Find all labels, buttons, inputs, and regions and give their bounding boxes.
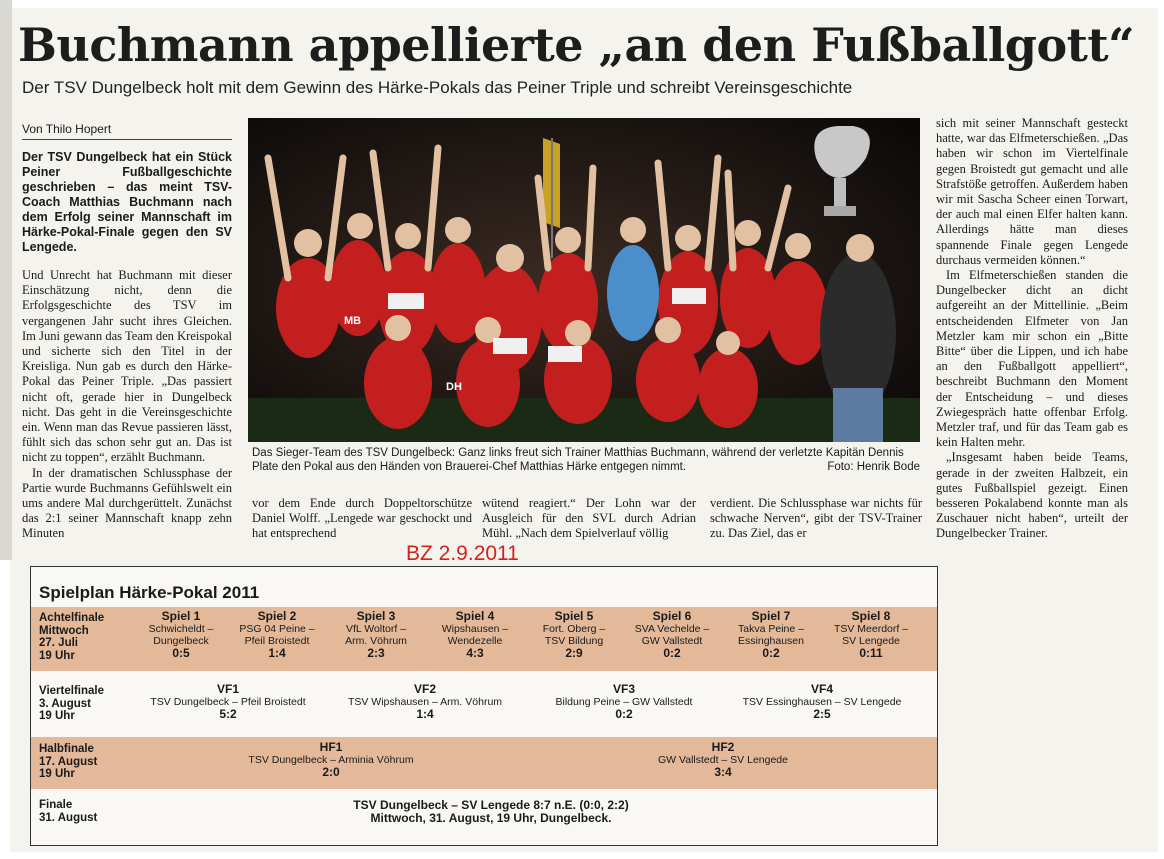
round-label <box>39 799 97 824</box>
paragraph: wütend reagiert.“ Der Lohn war der Ausgleich für den SVL durch Adrian Mühl. „Nach dem Spielverlauf völlig <box>482 496 696 541</box>
match-score: 2:3 <box>367 646 385 660</box>
caption-text: Das Sieger-Team des TSV Dungelbeck: Ganz links freut sich Trainer Matthias Buchmann, während der verletzte Kapitän Dennis Plate den Pokal aus den Händen von Brauerei-Chef Matthias Härke entgegen nimmt. <box>252 447 904 473</box>
final-details: Mittwoch, 31. August, 19 Uhr, Dungelbeck. <box>370 811 612 825</box>
round-row-halbfinale <box>31 737 937 789</box>
match-team: SV Lengede <box>842 635 900 647</box>
match-cell <box>525 683 723 721</box>
match-score: 4:3 <box>466 646 484 660</box>
match-id: Spiel 5 <box>554 609 594 623</box>
round-name: Halbfinale <box>39 743 94 755</box>
match-team: GW Vallstedt <box>641 635 703 647</box>
match-team: Wendezelle <box>447 635 503 647</box>
photo-credit: Foto: Henrik Bode <box>827 461 920 473</box>
round-date: 27. Juli <box>39 637 78 649</box>
match-team: Takva Peine – <box>738 623 804 635</box>
match-id: Spiel 4 <box>455 609 495 623</box>
match-team: PSG 04 Peine – <box>239 623 315 635</box>
paragraph: Und Unrecht hat Buchmann mit dieser Einschätzung nicht, denn die Erfolgsgeschichte des TSV im vergangenen Jahr sucht ihres Gleichen. Im Juni gewann das Team den Kreispokal und sicherte sich den Titel in der Kreisliga. Nun gab es durch den Härke-Pokal das Peiner Triple. „Das passiert nicht oft, gerade hier in Dungelbeck nicht. Das geht in die Vereinsgeschichte ein. Wenn man das Revue passieren lässt, fühlt sich das schon sehr gut an. Das ist nicht zu toppen“, erzählt Buchmann. <box>22 268 232 465</box>
match-team: Arm. Vöhrum <box>345 635 407 647</box>
round-label <box>39 612 104 662</box>
final-result: TSV Dungelbeck – SV Lengede 8:7 n.E. (0:0, 2:2) <box>353 798 629 812</box>
shirt-initials: DH <box>446 381 462 393</box>
match-cell <box>131 683 325 721</box>
sponsor-patch <box>548 346 582 362</box>
lead-paragraph: Der TSV Dungelbeck hat ein Stück Peiner Fußballgeschichte geschrieben – das meint TSV-Coach Matthias Buchmann nach dem Erfolg seiner Mannschaft im Härke-Pokal-Finale gegen den SV Lengede. <box>22 150 232 254</box>
sponsor-patch <box>493 338 527 354</box>
round-label <box>39 685 104 723</box>
round-name: Achtelfinale <box>39 612 105 624</box>
match-team: TSV Meerdorf – <box>833 623 909 635</box>
author-line: Von Thilo Hopert <box>22 122 232 140</box>
match-team: Schwicheldt – <box>148 623 214 635</box>
match-cell <box>622 610 722 660</box>
match-id: HF2 <box>711 740 735 754</box>
match-score: 2:0 <box>322 765 340 779</box>
match-score: 0:2 <box>762 646 780 660</box>
match-team: TSV Dungelbeck – Arminia Vöhrum <box>248 754 414 766</box>
match-team: Pfeil Broistedt <box>244 635 310 647</box>
match-id: Spiel 8 <box>851 609 891 623</box>
match-score: 1:4 <box>268 646 286 660</box>
match-team: TSV Wipshausen – Arm. Vöhrum <box>347 696 503 708</box>
match-cell <box>131 610 231 660</box>
article-column-2 <box>252 496 472 542</box>
match-cell <box>201 741 461 779</box>
match-cell <box>721 610 821 660</box>
round-label <box>39 743 97 781</box>
match-score: 0:11 <box>859 646 883 660</box>
match-score: 0:2 <box>615 707 633 721</box>
match-cell <box>425 610 525 660</box>
match-team: Dungelbeck <box>153 635 209 647</box>
team-photo <box>248 118 920 442</box>
match-id: Spiel 6 <box>652 609 692 623</box>
match-id: HF1 <box>319 740 343 754</box>
match-team: Wipshausen – <box>441 623 509 635</box>
match-score: 3:4 <box>714 765 732 779</box>
subheadline: Der TSV Dungelbeck holt mit dem Gewinn des Härke-Pokals das Peiner Triple und schreibt Vereinsgeschichte <box>22 78 853 97</box>
match-cell <box>524 610 624 660</box>
shirt-initials: MB <box>344 315 362 327</box>
round-date: 3. August <box>39 697 91 710</box>
match-id: Spiel 1 <box>161 609 201 623</box>
match-score: 0:5 <box>172 646 190 660</box>
paragraph: „Insgesamt haben beide Teams, gerade in der zweiten Halbzeit, ein gutes Fußballspiel gezeigt. Einen besseren Pokalabend konnte man als Zuschauer nicht haben“, urteilt der Dungelbecker Trainer. <box>936 450 1128 541</box>
match-score: 1:4 <box>416 707 434 721</box>
match-team: TSV Essinghausen – SV Lengede <box>742 696 902 708</box>
match-score: 5:2 <box>219 707 237 721</box>
headline: Buchmann appellierte „an den Fußballgott“ <box>18 18 1135 72</box>
match-cell <box>820 610 922 660</box>
match-cell <box>227 610 327 660</box>
match-team: VfL Woltorf – <box>345 623 407 635</box>
article-column-4 <box>710 496 922 542</box>
round-time: 19 Uhr <box>39 649 75 662</box>
photo-caption <box>252 446 920 474</box>
scan-edge <box>0 0 12 560</box>
round-date: 17. August <box>39 755 98 768</box>
match-id: VF3 <box>612 682 635 696</box>
match-team: Bildung Peine – GW Vallstedt <box>555 696 693 708</box>
paragraph: sich mit seiner Mannschaft gesteckt hatte, war das Elfmeterschießen. „Das haben wir schon im Viertelfinale gegen Broistedt gut gemacht und alle Strafstöße getroffen. Außerdem haben wir mit Sascha Scheer einen Torwart, der auch mal einen Elfer halten kann. Allerdings hätte man dieses spannende Finale gegen Lengede durchaus vermeiden können.“ <box>936 116 1128 267</box>
round-row-achtelfinale <box>31 607 937 671</box>
match-cell <box>326 610 426 660</box>
match-id: VF4 <box>810 682 833 696</box>
round-date: 31. August <box>39 811 98 824</box>
match-id: VF2 <box>413 682 436 696</box>
round-name: Viertelfinale <box>39 685 104 697</box>
article-column-3 <box>482 496 696 542</box>
round-row-viertelfinale <box>31 677 937 733</box>
match-id: VF1 <box>216 682 239 696</box>
schedule-title: Spielplan Härke-Pokal 2011 <box>39 583 260 602</box>
match-team: GW Vallstedt – SV Lengede <box>658 754 788 766</box>
match-team: Fort. Oberg – <box>542 623 606 635</box>
article-column-1 <box>22 268 232 542</box>
match-score: 0:2 <box>663 646 681 660</box>
match-team: Essinghausen <box>738 635 804 647</box>
paragraph: vor dem Ende durch Doppeltorschütze Daniel Wolff. „Lengede war geschockt und hat entsprechend <box>252 496 472 541</box>
round-row-finale <box>31 795 937 839</box>
final-match <box>281 799 701 825</box>
match-cell <box>723 683 921 721</box>
date-stamp: BZ 2.9.2011 <box>406 542 519 565</box>
match-team: TSV Dungelbeck – Pfeil Broistedt <box>150 696 306 708</box>
round-name: Finale <box>39 799 73 811</box>
paragraph: In der dramatischen Schlussphase der Partie wurde Buchmanns Gefühlswelt ein ums andere Mal durchgerüttelt. Zunächst das 2:1 seiner Mannschaft knapp zehn Minuten <box>22 465 232 541</box>
team-photo-graphic <box>248 118 920 442</box>
paragraph: verdient. Die Schlussphase war nichts für schwache Nerven“, gibt der TSV-Trainer zu. Das Ziel, das er <box>710 496 922 541</box>
round-time: 19 Uhr <box>39 710 75 722</box>
sponsor-patch <box>388 293 424 309</box>
match-cell <box>593 741 853 779</box>
round-day: Mittwoch <box>39 624 89 637</box>
round-time: 19 Uhr <box>39 768 75 780</box>
article-column-5 <box>936 116 1128 542</box>
match-id: Spiel 2 <box>257 609 297 623</box>
match-score: 2:9 <box>565 646 583 660</box>
paragraph: Im Elfmeterschießen standen die Dungelbecker dicht an dicht aufgereiht an der Mittellinie. „Beim entscheidenden Elfmeter von Jan Metzler kam mir schon ein „Bitte Bitte“ über die Lippen, und ich habe an den Fußballgott appelliert“, beschreibt Buchmann den Moment der Entscheidung – und dieses Zwiegespräch hatte offenbar Erfolg. Metzler traf, und für das Team gab es kein Halten mehr. <box>936 268 1128 450</box>
match-id: Spiel 3 <box>356 609 396 623</box>
sponsor-patch <box>672 288 706 304</box>
match-score: 2:5 <box>813 707 831 721</box>
match-team: TSV Bildung <box>544 635 604 647</box>
match-id: Spiel 7 <box>751 609 791 623</box>
schedule-box <box>30 566 938 846</box>
match-team: SVA Vechelde – <box>634 623 710 635</box>
match-cell <box>325 683 525 721</box>
